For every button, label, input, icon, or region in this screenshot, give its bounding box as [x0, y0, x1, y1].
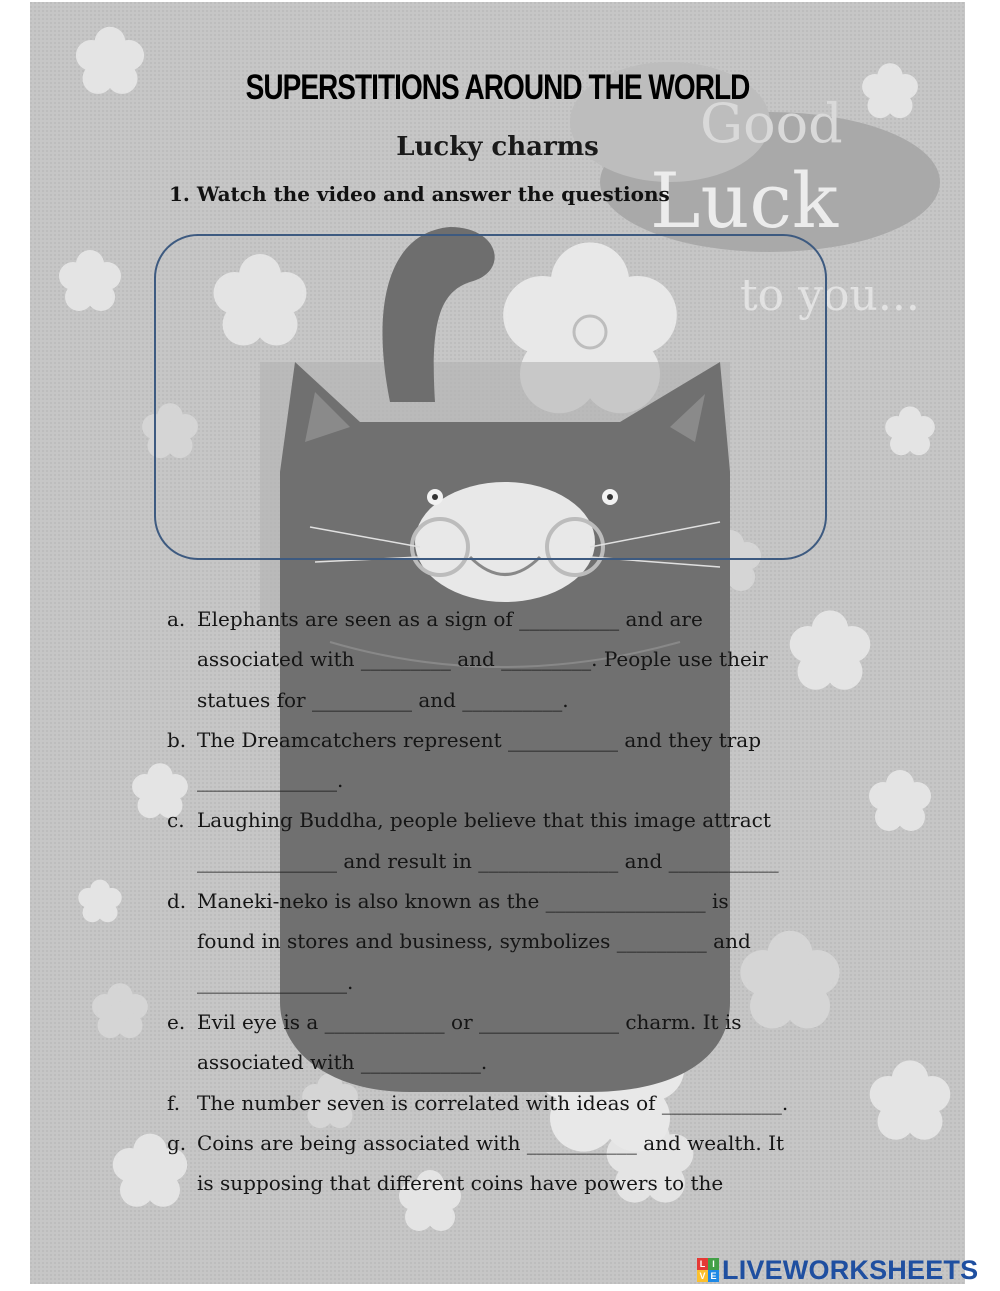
question-letter: c. [167, 808, 185, 833]
logo-letter: V [697, 1270, 708, 1282]
question-a [167, 599, 867, 720]
worksheet-subtitle: Lucky charms [396, 132, 599, 162]
bg-good-text: Good [700, 92, 843, 155]
question-letter: g. [167, 1130, 187, 1155]
bg-luck-text: Luck [650, 156, 839, 245]
question-text: Evil eye is a ____________ or ______________ charm. It is associated with ____________. [197, 1009, 742, 1075]
logo-text: LIVEWORKSHEETS [722, 1254, 979, 1285]
liveworksheets-logo[interactable] [697, 1256, 978, 1284]
worksheet-content [30, 2, 965, 1284]
video-embed-area[interactable] [154, 234, 827, 560]
instruction-text: 1. Watch the video and answer the questions [169, 182, 670, 206]
question-letter: b. [167, 727, 187, 752]
logo-letter: E [708, 1270, 719, 1282]
question-letter: d. [167, 889, 187, 914]
question-c [167, 800, 867, 881]
question-d [167, 881, 867, 1002]
question-letter: e. [167, 1009, 186, 1034]
bg-to-you-text: to you... [740, 270, 920, 321]
logo-mark-icon [697, 1258, 719, 1282]
question-text: Elephants are seen as a sign of __________ and are associated with _________ and _________. People use their statues for __________ and __________. [197, 607, 768, 712]
question-text: Laughing Buddha, people believe that this image attract ______________ and result in ______________ and ___________ [197, 808, 779, 873]
question-letter: a. [167, 607, 186, 631]
question-f [167, 1083, 867, 1123]
worksheet-page [30, 2, 965, 1284]
question-list [167, 599, 867, 1203]
worksheet-title: SUPERSTITIONS AROUND THE WORLD [245, 68, 750, 107]
question-e [167, 1002, 867, 1083]
logo-letter: L [697, 1258, 708, 1270]
question-letter: f. [167, 1090, 181, 1115]
question-text: Maneki-neko is also known as the ________________ is found in stores and business, symbolizes _________ and _______________. [197, 889, 751, 994]
logo-letter: I [708, 1258, 719, 1270]
question-text: Coins are being associated with ___________ and wealth. It is supposing that different coins have powers to the [197, 1130, 785, 1196]
question-text: The number seven is correlated with ideas of ____________. [197, 1090, 789, 1115]
question-text: The Dreamcatchers represent ___________ and they trap ______________. [197, 727, 762, 793]
question-b [167, 720, 867, 801]
question-g [167, 1123, 867, 1204]
